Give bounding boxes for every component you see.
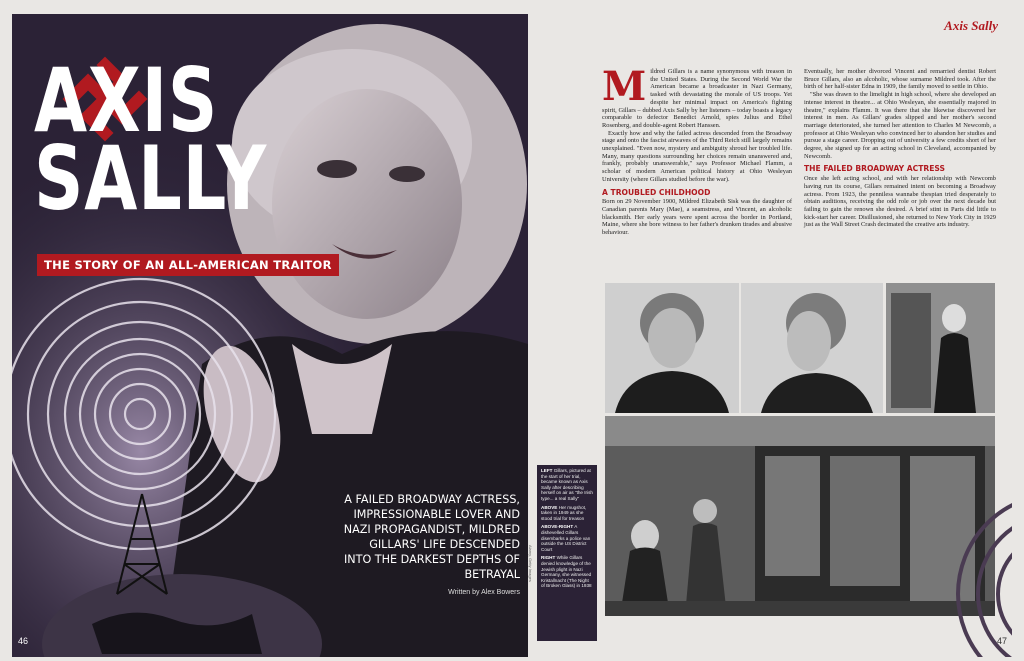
left-page <box>12 14 528 657</box>
drop-cap: M <box>602 63 647 110</box>
paragraph: "She was drawn to the limelight in high school, where she developed an intense interest in theatre... at Ohio Wesleyan, she essentially majored in theatre," explains Flamm. It was there that she likewise discovered her interest in men. As Gillars' grades slipped and her mother's second marriage deteriorated, she turned her attention to Charles M Newcomb, a professor at Ohio Wesleyan who convinced her to abandon her studies and pursue a stage career. Dropping out of university a few credits short of her degree, she signed up for an acting school in Cleveland, accompanied by Newcomb. <box>804 91 996 160</box>
feature-subtitle: THE STORY OF AN ALL-AMERICAN TRAITOR <box>37 254 339 276</box>
radio-wave-ornament <box>948 394 1012 657</box>
paragraph: Eventually, her mother divorced Vincent and remarried dentist Robert Bruce Gillars, also an alcoholic, whose surname Mildred took. After the birth of her half-sister Edna in 1909, the family moved to settle in Ohio. <box>804 68 996 91</box>
kristallnacht-image <box>605 416 995 616</box>
intro-paragraph: Mildred Gillars is a name synonymous with treason in the United States. During the Second World War the American became a broadcaster in Nazi Germany, tasked with devastating the morale of US troops. Yet despite her minimal impact on America's fighting spirit, Gillars – dubbed Axis Sally by her listeners – today boasts a legacy comparable to defector Benedict Arnold, spies Julius and Ethel Rosenberg, and double-agent Robert Hanssen. <box>602 63 792 129</box>
text-column-2 <box>804 68 996 229</box>
mugshot-profile-image <box>741 283 883 413</box>
mugshot-profile-photo <box>741 283 883 413</box>
paragraph: Exactly how and why the failed actress descended from the Broadway stage and onto the fascist airwaves of the Third Reich still largely remains unexplained. "Even now, mystery and ambiguity shroud her troubled life. Many, many questions surrounding her choices remain unanswered and, frankly, probably unanswerable," says Professor Michael Flamm, a scholar of modern American political history at Ohio Wesleyan University (where Gillars studied before the war). <box>602 129 792 183</box>
caption-above: ABOVE Her mugshot, taken in 1949 as she stood trial for treason <box>541 504 587 521</box>
page-number-left: 46 <box>18 636 29 646</box>
mugshot-front-photo <box>605 283 739 413</box>
subheading-broadway: THE FAILED BROADWAY ACTRESS <box>804 164 946 174</box>
standfirst: A FAILED BROADWAY ACTRESS, IMPRESSIONABLE LOVER AND NAZI PROPAGANDIST, MILDRED GILLARS' LIFE DESCENDED INTO THE DARKEST DEPTHS OF BETRAYAL <box>343 493 520 581</box>
running-head: Axis Sally <box>944 18 998 33</box>
title-line-1: AXIS <box>34 49 219 152</box>
caption-right: RIGHT While Gillars denied knowledge of the Jewish plight in Nazi Germany, she witnessed Kristallnacht (The Night of Broken Glass) in 1938 <box>541 555 592 589</box>
mugshot-front-image <box>605 283 739 413</box>
page-number-right: 47 <box>997 636 1008 646</box>
title-line-2: SALLY <box>34 127 267 230</box>
subheading-childhood: A TROUBLED CHILDHOOD <box>602 187 711 197</box>
kristallnacht-photo <box>605 416 995 616</box>
byline: Written by Alex Bowers <box>448 589 520 596</box>
paragraph: Once she left acting school, and with her relationship with Newcomb having run its course, Gillars remained intent on becoming a Broadway actress. From 1923, the penniless wannabe thespian tried desperately to obtain auditions, receiving the odd role or job over the next decade but failing to gain the renown she desired. A brief stint in Paris did little to kick-start her career. Disillusioned, she returned to New York City in 1929 just as the Wall Street Crash decimated the creative arts industry. <box>804 175 996 229</box>
photo-credit: Alamy, Getty Images <box>528 545 533 582</box>
paragraph: Born on 29 November 1900, Mildred Elizabeth Sisk was the daughter of Canadian parents Mary (Mae), a seamstress, and Vincent, an alcoholic blacksmith. Her early years were spent across the border in Portland, Maine, where she bore witness to her father's drunken tirades and abusive behaviour. <box>602 198 792 237</box>
right-page <box>538 14 1012 657</box>
feature-title <box>34 49 267 230</box>
caption-left: LEFT Gillars, pictured at the start of her trial, became known as Axis Sally after describing herself on air as "the Irish type... a real Sally" <box>541 468 593 501</box>
caption-above-right: ABOVE-RIGHT A dishevelled Gillars disembarks a police van outside the US District Court <box>541 524 591 552</box>
text-column-1 <box>602 63 792 237</box>
